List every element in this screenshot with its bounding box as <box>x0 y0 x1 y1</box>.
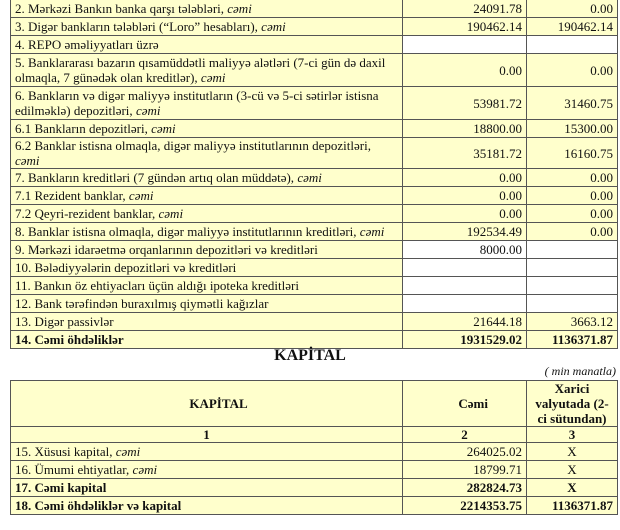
row-label <box>11 295 403 313</box>
total-value <box>403 277 527 295</box>
table-row <box>11 169 618 187</box>
label-text: 7. Bankların kreditləri (7 gündən artıq olan müddətə), <box>15 170 298 185</box>
table-row <box>11 87 618 120</box>
row-label <box>11 36 403 54</box>
table-row <box>11 479 618 497</box>
capital-table <box>10 380 618 515</box>
total-value: 190462.14 <box>403 18 527 36</box>
label-text: 17. Cəmi kapital <box>15 480 107 495</box>
total-value: 0.00 <box>403 205 527 223</box>
row-label <box>11 443 403 461</box>
header-foreign: Xarici valyutada (2-ci sütundan) <box>527 381 618 427</box>
label-text: 7.2 Qeyri-rezident banklar, <box>15 206 159 221</box>
foreign-currency-value: 16160.75 <box>527 138 618 169</box>
total-value <box>403 259 527 277</box>
total-value: 21644.18 <box>403 313 527 331</box>
total-value: 192534.49 <box>403 223 527 241</box>
label-text: 7.1 Rezident banklar, <box>15 188 129 203</box>
foreign-currency-value: X <box>527 461 618 479</box>
label-text: 3. Digər bankların tələbləri (“Loro” hesabları), <box>15 19 262 34</box>
table-row <box>11 295 618 313</box>
label-text: 14. Cəmi öhdəliklər <box>15 332 124 347</box>
row-label <box>11 479 403 497</box>
table-row <box>11 187 618 205</box>
column-number-row <box>11 427 618 443</box>
foreign-currency-value: 0.00 <box>527 169 618 187</box>
total-value: 53981.72 <box>403 87 527 120</box>
label-text: 15. Xüsusi kapital, <box>15 444 116 459</box>
label-text: 6.1 Bankların depozitləri, <box>15 121 152 136</box>
row-label <box>11 120 403 138</box>
total-value: 24091.78 <box>403 0 527 18</box>
total-value: 2214353.75 <box>403 497 527 515</box>
table-row <box>11 331 618 349</box>
row-label <box>11 0 403 18</box>
row-label <box>11 18 403 36</box>
foreign-currency-value <box>527 36 618 54</box>
row-label <box>11 87 403 120</box>
total-value <box>403 36 527 54</box>
label-suffix: cəmi <box>151 121 176 136</box>
foreign-currency-value: X <box>527 443 618 461</box>
foreign-currency-value: 0.00 <box>527 54 618 87</box>
label-text: 12. Bank tərəfindən buraxılmış qiymətli kağızlar <box>15 296 269 311</box>
label-text: 9. Mərkəzi idarəetmə orqanlarının depozitləri və kreditləri <box>15 242 318 257</box>
table-row <box>11 461 618 479</box>
table-row <box>11 241 618 259</box>
total-value: 1931529.02 <box>403 331 527 349</box>
row-label <box>11 205 403 223</box>
row-label <box>11 223 403 241</box>
header-row <box>11 381 618 427</box>
label-suffix: cəmi <box>132 462 158 477</box>
total-value: 0.00 <box>403 169 527 187</box>
table-row <box>11 205 618 223</box>
col-number-1: 1 <box>11 427 403 443</box>
foreign-currency-value: 15300.00 <box>527 120 618 138</box>
total-value: 264025.02 <box>403 443 527 461</box>
row-label <box>11 259 403 277</box>
liabilities-table <box>10 0 618 349</box>
label-text: 6. Bankların və digər maliyyə institutların (3-cü və 5-ci sətirlər istisna edilməklə) depozitləri, <box>15 88 379 118</box>
total-value: 0.00 <box>403 54 527 87</box>
total-value: 18800.00 <box>403 120 527 138</box>
table-row <box>11 443 618 461</box>
label-text: 6.2 Banklar istisna olmaqla, digər maliyyə institutlarının depozitləri, <box>15 138 371 153</box>
row-label <box>11 169 403 187</box>
label-suffix: cəmi <box>261 19 286 34</box>
label-suffix: cəmi <box>15 153 40 168</box>
table-row <box>11 277 618 295</box>
label-text: 10. Bələdiyyələrin depozitləri və kreditləri <box>15 260 237 275</box>
row-label <box>11 313 403 331</box>
row-label <box>11 277 403 295</box>
row-label <box>11 497 403 515</box>
foreign-currency-value: 3663.12 <box>527 313 618 331</box>
foreign-currency-value: 0.00 <box>527 0 618 18</box>
label-text: 8. Banklar istisna olmaqla, digər maliyyə institutlarının kreditləri, <box>15 224 360 239</box>
table-row <box>11 36 618 54</box>
total-value: 35181.72 <box>403 138 527 169</box>
table-row <box>11 0 618 18</box>
col-number-2: 2 <box>403 427 527 443</box>
total-value: 18799.71 <box>403 461 527 479</box>
row-label <box>11 54 403 87</box>
foreign-currency-value: 190462.14 <box>527 18 618 36</box>
label-suffix: cəmi <box>128 188 154 203</box>
foreign-currency-value <box>527 277 618 295</box>
label-suffix: cəmi <box>359 224 385 239</box>
header-capital: KAPİTAL <box>11 381 403 427</box>
foreign-currency-value <box>527 259 618 277</box>
total-value <box>403 295 527 313</box>
col-number-3: 3 <box>527 427 618 443</box>
table-row <box>11 54 618 87</box>
label-suffix: cəmi <box>227 1 252 16</box>
foreign-currency-value: 0.00 <box>527 223 618 241</box>
capital-section-title: KAPİTAL <box>274 347 346 364</box>
row-label <box>11 138 403 169</box>
label-text: 13. Digər passivlər <box>15 314 114 329</box>
label-text: 16. Ümumi ehtiyatlar, <box>15 462 133 477</box>
unit-note: ( min manatla) <box>544 364 616 378</box>
foreign-currency-value: 31460.75 <box>527 87 618 120</box>
row-label <box>11 331 403 349</box>
foreign-currency-value <box>527 295 618 313</box>
label-suffix: cəmi <box>200 70 226 85</box>
row-label <box>11 241 403 259</box>
total-value: 282824.73 <box>403 479 527 497</box>
total-value: 0.00 <box>403 187 527 205</box>
table-row <box>11 138 618 169</box>
table-row <box>11 223 618 241</box>
label-text: 5. Banklararası bazarın qısamüddətli maliyyə alətləri (7-ci gün də daxil olmaqla, 7 günədək olan kreditlər), <box>15 55 386 85</box>
row-label <box>11 461 403 479</box>
foreign-currency-value <box>527 241 618 259</box>
label-text: 11. Bankın öz ehtiyacları üçün aldığı ipoteka kreditləri <box>15 278 299 293</box>
table-row <box>11 18 618 36</box>
table-row <box>11 120 618 138</box>
row-label <box>11 187 403 205</box>
label-suffix: cəmi <box>115 444 141 459</box>
foreign-currency-value: 1136371.87 <box>527 331 618 349</box>
label-suffix: cəmi <box>297 170 322 185</box>
table-row <box>11 259 618 277</box>
label-suffix: cəmi <box>158 206 184 221</box>
label-text: 18. Cəmi öhdəliklər və kapital <box>15 498 182 513</box>
total-value: 8000.00 <box>403 241 527 259</box>
table-row <box>11 497 618 515</box>
foreign-currency-value: 0.00 <box>527 205 618 223</box>
foreign-currency-value: 0.00 <box>527 187 618 205</box>
foreign-currency-value: X <box>527 479 618 497</box>
label-text: 4. REPO əməliyyatları üzrə <box>15 37 159 52</box>
foreign-currency-value: 1136371.87 <box>527 497 618 515</box>
label-suffix: cəmi <box>135 103 161 118</box>
label-text: 2. Mərkəzi Bankın banka qarşı tələbləri, <box>15 1 228 16</box>
table-row <box>11 313 618 331</box>
header-total: Cəmi <box>403 381 527 427</box>
